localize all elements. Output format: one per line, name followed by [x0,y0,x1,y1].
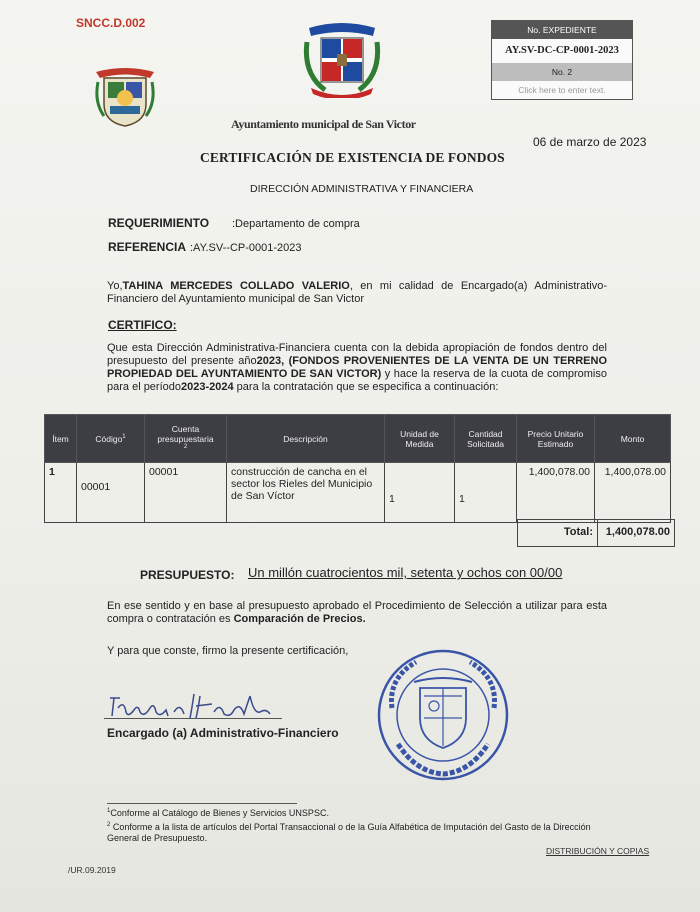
header-cuenta-text: Cuenta presupuestaria [157,423,214,444]
table-row [45,463,671,523]
cell-item: 1 [45,463,77,523]
body-part1: Que esta Dirección Administrativa-Financiera cuenta con la debida apropiación de fondos dentro del presupuesto del presente año [107,342,607,367]
header-unidad: Unidad de Medida [385,415,455,463]
intro-prefix: Yo, [107,280,123,292]
header-cantidad: Cantidad Solicitada [455,415,517,463]
municipal-coat-of-arms-icon [94,62,156,128]
cell-descripcion: construcción de cancha en el sector los Rieles del Municipio de San Víctor [227,463,385,523]
footnote-1: $^1$Conforme al Catálogo de Bienes y Servicios UNSPSC. [107,808,329,818]
total-label: Total: [518,520,598,546]
document-title: CERTIFICACIÓN DE EXISTENCIA DE FONDOS [200,150,505,165]
footnote-2-text: Conforme a la lista de artículos del Portal Transaccional o de la Guía Alfabética de Imputación del Gasto de la Dirección General de Presupuesto. [107,822,591,843]
document-date: 06 de marzo de 2023 [533,135,647,149]
total-row [517,519,675,547]
expediente-box [491,20,633,100]
body-part2: y hace la reserva de la cuota de compromiso para el período [107,368,607,393]
referencia-value: :AY.SV--CP-0001-2023 [190,242,302,254]
items-table [44,414,671,523]
intro-suffix: , en mi calidad de Encargado(a) Administrativo-Financiero del Ayuntamiento municipal de San Victor [107,280,607,305]
cell-monto: 1,400,078.00 [595,463,671,523]
header-cuenta: Cuenta presupuestaria $^2$ [145,415,227,463]
department-name: DIRECCIÓN ADMINISTRATIVA Y FINANCIERA [250,183,474,195]
closing-paragraph: Y para que conste, firmo la presente certificación, [107,645,349,657]
header-codigo-text: Código [95,433,123,444]
cell-cantidad: 1 [455,463,517,523]
header-codigo: Código$^1$ [77,415,145,463]
table-header-row [45,415,671,463]
total-value: 1,400,078.00 [605,526,670,538]
selection-paragraph [107,600,607,626]
certifico-heading: CERTIFICO: [108,318,177,332]
municipality-name: Ayuntamiento municipal de San Victor [231,117,416,131]
presupuesto-label: PRESUPUESTO: [140,568,235,582]
requerimiento-value: :Departamento de compra [232,218,360,230]
cell-unidad: 1 [385,463,455,523]
certification-paragraph [107,342,607,394]
signer-role: Encargado (a) Administrativo-Financiero [107,726,339,740]
requerimiento-label: REQUERIMIENTO [108,216,210,230]
certifier-name: TAHINA MERCEDES COLLADO VALERIO [122,280,350,292]
form-code: SNCC.D.002 [76,16,146,30]
header-monto: Monto [595,415,671,463]
expediente-label: No. EXPEDIENTE [492,21,632,39]
distribution-link: DISTRIBUCIÓN Y COPIAS [546,846,650,856]
header-precio: Precio Unitario Estimado [517,415,595,463]
cell-precio: 1,400,078.00 [517,463,595,523]
body-year: 2023 [256,355,282,367]
cell-codigo: 00001 [77,463,145,523]
footnote-1-text: Conforme al Catálogo de Bienes y Servicios UNSPSC. [110,808,329,818]
form-reference: /UR.09.2019 [68,865,116,875]
intro-paragraph [107,280,607,306]
header-descripcion: Descripción [227,415,385,463]
selection-text: En ese sentido y en base al presupuesto aprobado el Procedimiento de Selección a utilizar para esta compra o contratación es [107,600,607,625]
official-seal-icon [376,648,510,782]
presupuesto-value: Un millón cuatrocientos mil, setenta y ochos con 00/00 [248,565,563,580]
national-emblem-icon [303,18,381,98]
expediente-text-field[interactable]: Click here to enter text. [518,85,606,95]
certifico-text: CERTIFICO [108,318,173,332]
footnote-2: $^2$ Conforme a la lista de artículos del Portal Transaccional o de la Guía Alfabética de Imputación del Gasto de la Dirección General de Presupuesto. [107,822,591,843]
expediente-page-number: No. 2 [492,63,632,81]
footnote-separator [107,803,297,804]
expediente-number: AY.SV-DC-CP-0001-2023 [505,45,619,56]
header-item: Ítem [45,415,77,463]
signature-line [104,718,282,719]
referencia-label: REFERENCIA [108,240,187,254]
body-period: 2023-2024 [181,381,234,393]
body-fund-source: , (FONDOS PROVENIENTES DE LA VENTA DE UN TERRENO PROPIEDAD DEL AYUNTAMIENTO DE SAN VICTOR) [107,355,607,380]
selection-method: Comparación de Precios. [233,613,366,625]
body-part3: para la contratación que se especifica a continuación: [233,381,499,393]
cell-cuenta: 00001 [145,463,227,523]
